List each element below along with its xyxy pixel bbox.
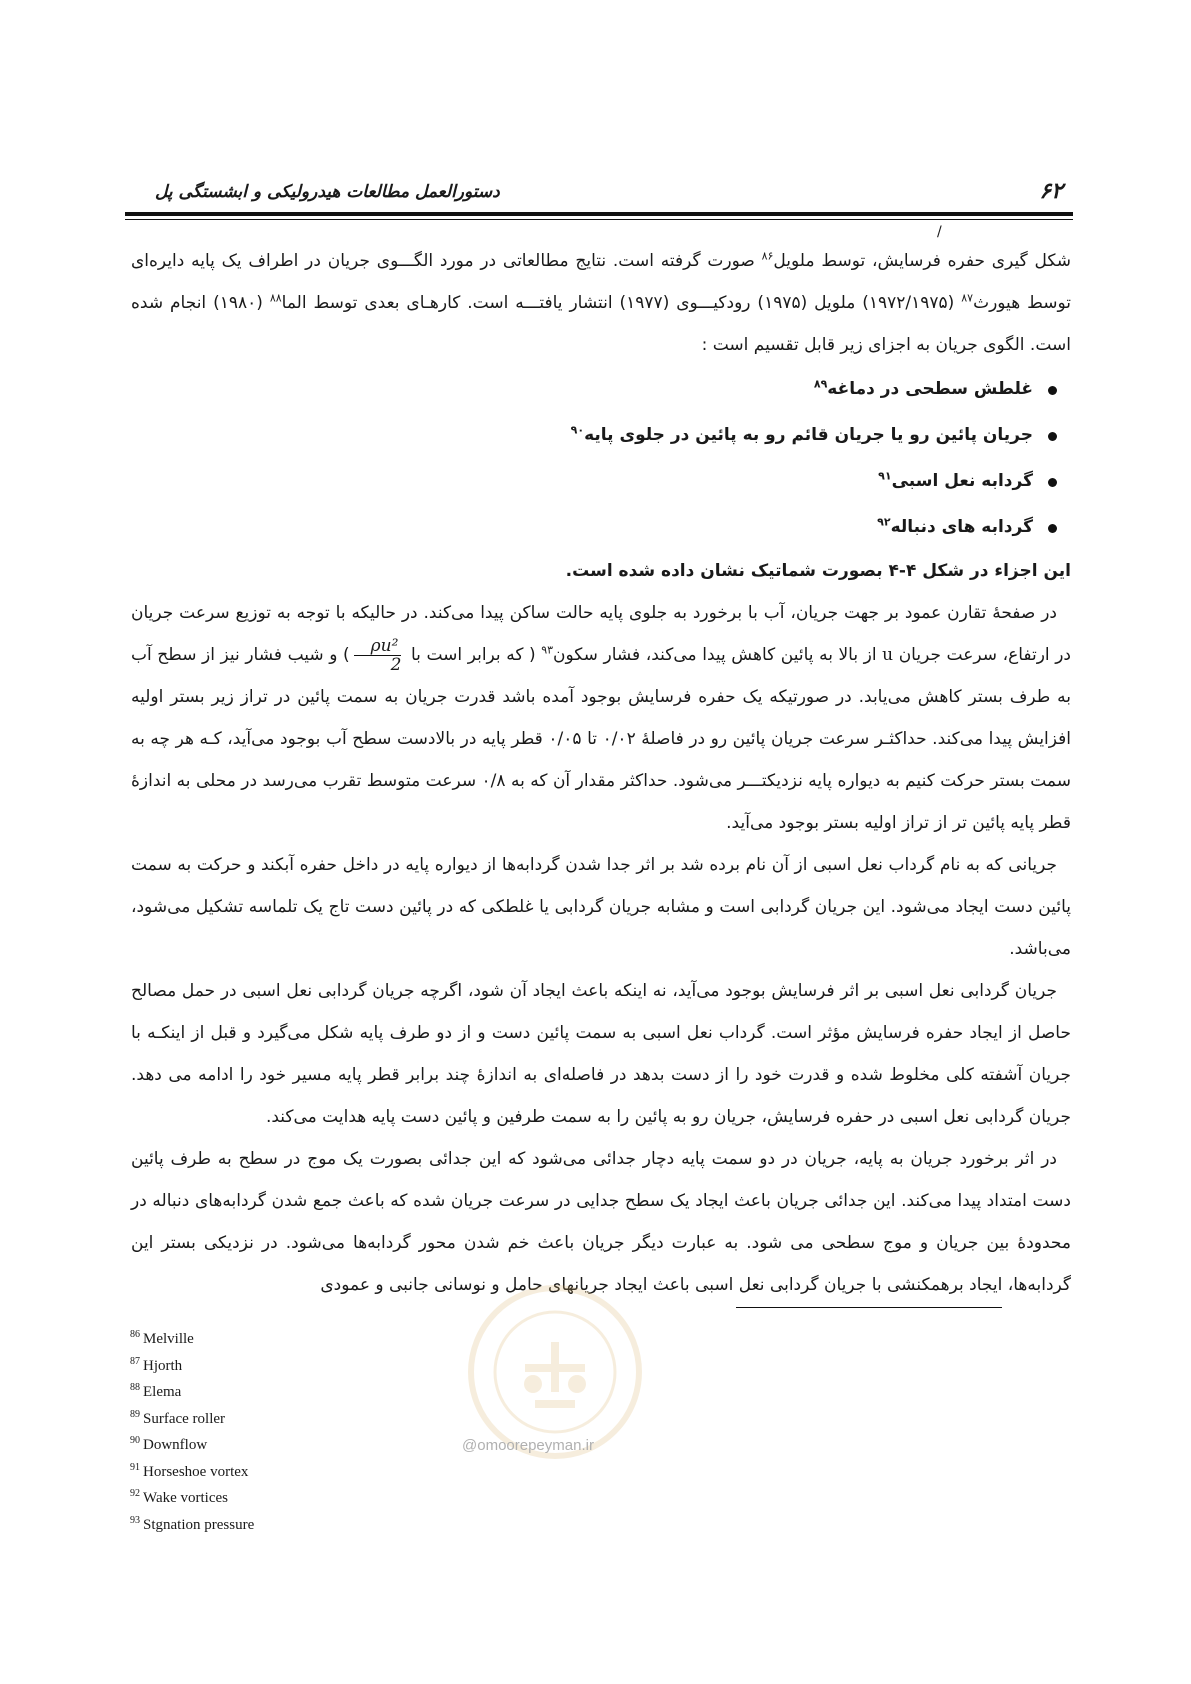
symbol-u: u <box>882 645 894 665</box>
footnote-item: $^{88}$ Elema <box>130 1382 182 1400</box>
footnote-item: $^{90}$ Downflow <box>130 1435 208 1453</box>
footnote-item: $^{91}$ Horseshoe vortex <box>130 1461 249 1480</box>
paragraph-horseshoe: جریانی که به نام گرداب نعل اسبی از آن نام برده شد بر اثر جدا شدن گردابه‌ها از دیواره پایه در داخل حفره آبکند و حرکت به سمت پائین دست ایجاد می‌شود. این جریان گردابی است و مشابه جریان گردابی یا غلطکی که در پائین دست تاج یک تلماسه تشکیل می‌شود، می‌باشد. <box>131 855 1071 959</box>
footnote-item: $^{86}$ Melville <box>130 1329 194 1347</box>
paragraph-intro: شکل گیری حفره فرسایش، توسط ملویل$^{۸۶}$ صورت گرفته است. نتایج مطالعاتی در مورد الگـــوی جریان در اطراف یک پایه دایره‌ای توسط هیورث$^{۸۷}$ (۱۹۷۲/۱۹۷۵) ملویل (۱۹۷۵) رودکیـــوی (۱۹۷۷) انتشار یافتـــه است. کارهـای بعدی توسط الما$^{۸۸}$ (۱۹۸۰) انجام شده است. الگوی جریان به اجزای زیر قابل تقسیم است : <box>131 249 1071 355</box>
ref-93: ۹۳ <box>541 643 554 657</box>
list-item: غلطش سطحی در دماغه$^{۸۹}$ <box>131 366 1057 412</box>
ref-86: ۸۶ <box>761 249 774 263</box>
stray-mark: / <box>937 224 942 240</box>
page-number: ۶۲ <box>1039 178 1063 204</box>
footnote-separator <box>736 1307 1002 1308</box>
footnote-item: $^{87}$ Hjorth <box>130 1355 183 1374</box>
paragraph-wake: در اثر برخورد جریان به پایه، جریان در دو سمت پایه دچار جدائی می‌شود که این جدائی بصورت یک موج در سطح به طرف پائین دست امتداد پیدا می‌کند. این جدائی جریان باعث ایجاد یک سطح جدایی در سرعت جریان شده که باعث جمع شدن گردابه‌های دنباله در محدودهٔ بین جریان و موج سطحی می شود. به عبارت دیگر جریان باعث خم شدن محور گردابه‌ها می‌شود. در نزدیکی بستر این گردابه‌ها، ایجاد برهمکنشی با جریان گردابی نعل اسبی باعث ایجاد جریانهای حامل و نوسانی جانبی و عمودی <box>131 1149 1071 1295</box>
list-item: جریان پائین رو یا جریان قائم رو به پائین در جلوی پایه$^{۹۰}$ <box>131 412 1057 458</box>
page-header <box>125 178 1073 204</box>
footnote-item: $^{89}$ Surface roller <box>130 1408 226 1427</box>
footnotes <box>130 1324 530 1536</box>
list-item: گردابه نعل اسبی$^{۹۱}$ <box>131 458 1057 504</box>
ref-88: ۸۸ <box>269 291 282 305</box>
stagnation-pressure-formula: $\frac{\text{ρu²}}{2}$ <box>354 637 402 674</box>
list-item: گردابه های دنباله$^{۹۲}$ <box>131 504 1057 550</box>
header-rule-thick <box>125 212 1073 216</box>
watermark-url: @omoorepeyman.ir <box>462 1437 594 1454</box>
footnote-item: $^{92}$ Wake vortices <box>130 1488 229 1506</box>
body-text <box>131 240 1071 1306</box>
paragraph-horseshoe-effect: جریان گردابی نعل اسبی بر اثر فرسایش بوجود می‌آید، نه اینکه باعث ایجاد آن شود، اگرچه جریان گردابی نعل اسبی در حمل مصالح حاصل از ایجاد حفره فرسایش مؤثر است. گرداب نعل اسبی به سمت پائین دست و از دو طرف پایه شکل می‌گیرد و قبل از اینکـه با جریان آشفته کلی مخلوط شده و قدرت خود را از دست بدهد در فاصله‌ای به اندازهٔ چند برابر قطر پایه مسیر خود را ادامه می دهد. جریان گردابی نعل اسبی در حفره فرسایش، جریان رو به پائین را به سمت طرفین و پائین دست پایه هدایت می‌کند. <box>131 981 1071 1127</box>
ref-87: ۸۷ <box>961 291 974 305</box>
header-rule-thin <box>125 219 1073 220</box>
running-title: دستورالعمل مطالعات هیدرولیکی و ابشستگی پل <box>155 182 500 202</box>
paragraph-stagnation: در صفحهٔ تقارن عمود بر جهت جریان، آب با برخورد به جلوی پایه حالت ساکن پیدا می‌کند. در حالیکه با توجه به توزیع سرعت جریان در ارتفاع، سرعت جریان u از بالا به پائین کاهش پیدا می‌کند، فشار سکون$^{۹۳}$ ( که برابر است با $\frac{\text{ρu²}}{2}$ ) و شیب فشار نیز از سطح آب به طرف بستر کاهش می‌یابد. در صورتیکه یک حفره فرسایش بوجود آمده باشد قدرت جریان به سمت پائین در تراز زیر بستر اولیه افزایش پیدا می‌کند. حداکثـر سرعت جریان پائین رو در فاصلهٔ ۰/۰۲ تا ۰/۰۵ قطر پایه در بالادست سطح آب بوجود می‌آید، کـه هر چه به سمت بستر حرکت کنیم به دیواره پایه نزدیکتـــر می‌شود. حداکثر مقدار آن که به ۰/۸ سرعت متوسط تقرب می‌رسد در محلی به اندازهٔ قطر پایه پائین تر از تراز اولیه بستر بوجود می‌آید. <box>131 603 1072 833</box>
components-intro: این اجزاء در شکل ۴-۴ بصورت شماتیک نشان داده شده است. <box>565 561 1071 581</box>
flow-components-list <box>131 366 1071 550</box>
footnote-item: $^{93}$ Stgnation pressure <box>130 1514 255 1533</box>
